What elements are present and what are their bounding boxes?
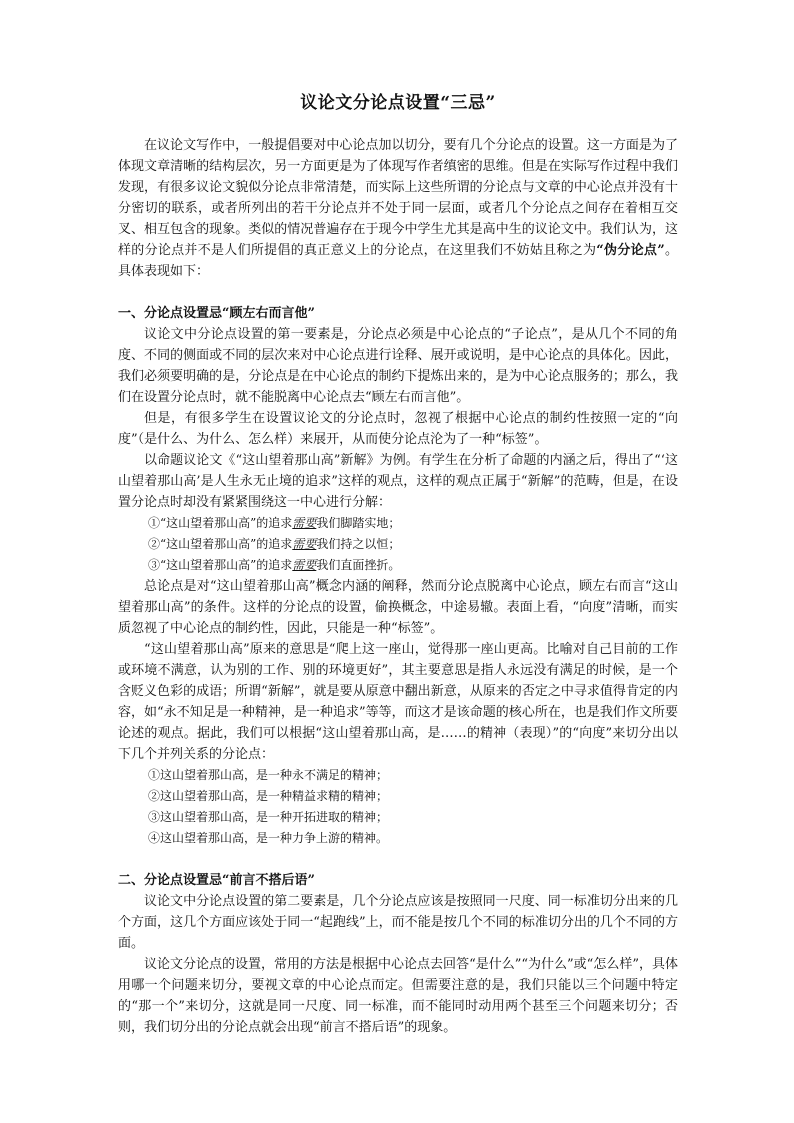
intro-tail: 。具体表现如下： [118, 243, 678, 279]
spacer [118, 849, 678, 870]
list-item: ②“这山望着那山高”的追求需要我们持之以恒； [148, 537, 401, 551]
list-item: ③“这山望着那山高”的追求需要我们直面挫折。 [148, 558, 401, 572]
list-item: ①这山望着那山高，是一种永不满足的精神； [148, 768, 389, 782]
section1-paragraph-4: 总论点是对“这山望着那山高”概念内涵的阐释，然而分论点脱离中心论点，顾左右而言“这山望着那山高”的条件。这样的分论点的设置，偷换概念，中途易辙。表面上看，“向度”清晰，而实质忽视了中心论点的制约性，因此，只能是一种“标签”。 [118, 579, 678, 636]
section2-paragraph-2: 议论文分论点的设置，常用的方法是根据中心论点去回答“是什么”“为什么”或“怎么样”，具体用哪一个问题来切分，要视文章的中心论点而定。但需要注意的是，我们只能以三个问题中特定的“那一个”来切分，这就是同一尺度、同一标准，而不能同时动用两个甚至三个问题来切分；否则，我们切分出的分论点就会出现“前言不搭后语”的现象。 [118, 957, 678, 1035]
list-item: ④这山望着那山高，是一种力争上游的精神。 [148, 831, 389, 845]
document-title: 议论文分论点设置“三忌” [300, 93, 496, 113]
list-item: ②这山望着那山高，是一种精益求精的精神； [148, 789, 389, 803]
section1-paragraph-1: 议论文中分论点设置的第一要素是，分论点必须是中心论点的“子论点”，是从几个不同的角度、不同的侧面或不同的层次来对中心论点进行诠释、展开或说明，是中心论点的具体化。因此，我们必须要明确的是，分论点是在中心论点的制约下提炼出来的，是为中心论点服务的；那么，我们在设置分论点时，就不能脱离中心论点去“顾左右而言他”。 [118, 327, 678, 405]
section1-heading: 一、分论点设置忌“顾左右而言他” [118, 306, 315, 321]
section2-heading: 二、分论点设置忌“前言不搭后语” [118, 873, 315, 888]
section1-paragraph-5: “这山望着那山高”原来的意思是“爬上这一座山，觉得那一座山更高。比喻对自己目前的工作或环境不满意，认为别的工作、别的环境更好”，其主要意思是指人永远没有满足的时候，是一个含贬义色彩的成语；所谓“新解”，就是要从原意中翻出新意，从原来的否定之中寻求值得肯定的内容，如“永不知足是一种精神，是一种追求”等等，而这才是该命题的核心所在，也是我们作文所要论述的观点。据此，我们可以根据“这山望着那山高，是……的精神（表现）”的“向度”来切分出以下几个并列关系的分论点： [118, 642, 678, 762]
list-item: ③这山望着那山高，是一种开拓进取的精神； [148, 810, 389, 824]
spacer [118, 282, 678, 303]
section1-paragraph-2: 但是，有很多学生在设置议论文的分论点时，忽视了根据中心论点的制约性按照一定的“向度”（是什么、为什么、怎么样）来展开，从而使分论点沦为了一种“标签”。 [118, 411, 678, 447]
section2-paragraph-1: 议论文中分论点设置的第二要素是，几个分论点应该是按照同一尺度、同一标准切分出来的几个方面，这几个方面应该处于同一“起跑线”上，而不能是按几个不同的标准切分出的几个不同的方面。 [118, 894, 678, 951]
intro-bold-term: “伪分论点” [596, 243, 665, 258]
document-page [118, 88, 678, 1038]
section1-paragraph-3: 以命题议论文《“这山望着那山高”新解》为例。有学生在分析了命题的内涵之后，得出了“‘这山望着那山高’是人生永无止境的追求”这样的观点，这样的观点正属于“新解”的范畴，但是，在设置分论点时却没有紧紧围绕这一中心进行分解： [118, 453, 678, 510]
list-item: ①“这山望着那山高”的追求需要我们脚踏实地； [148, 516, 401, 530]
intro-paragraph [118, 135, 678, 282]
intro-text: 在议论文写作中，一般提倡要对中心论点加以切分，要有几个分论点的设置。这一方面是为了体现文章清晰的结构层次，另一方面更是为了体现写作者缜密的思维。但是在实际写作过程中我们发现，有很多议论文貌似分论点非常清楚，而实际上这些所谓的分论点与文章的中心论点并没有十分密切的联系，或者所列出的若干分论点并不处于同一层面，或者几个分论点之间存在着相互交叉、相互包含的现象。类似的情况普遍存在于现今中学生尤其是高中生的议论文中。我们认为，这样的分论点并不是人们所提倡的真正意义上的分论点，在这里我们不妨姑且称之为 [118, 138, 678, 258]
